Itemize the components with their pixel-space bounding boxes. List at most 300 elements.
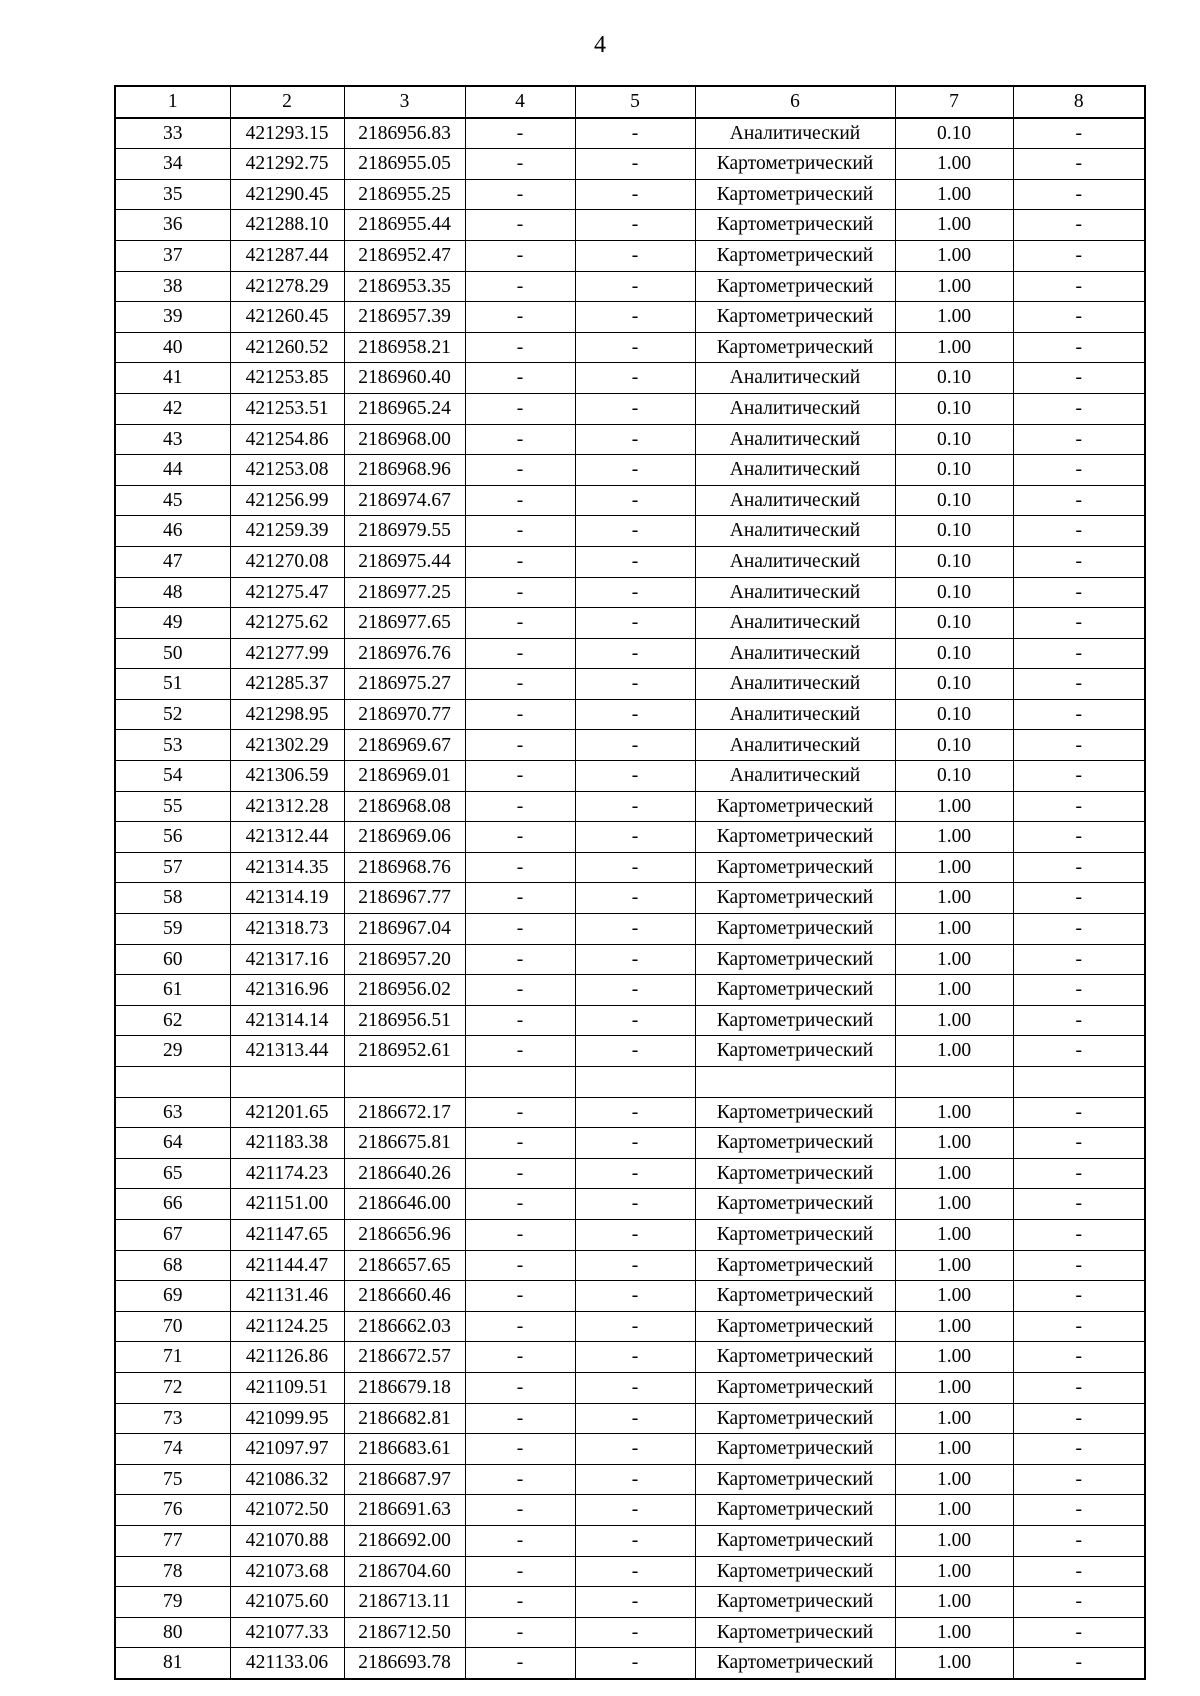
accuracy-cell: 1.00	[895, 210, 1013, 241]
table-row	[115, 393, 1145, 424]
table-row	[115, 485, 1145, 516]
point-number-cell: 63	[115, 1097, 230, 1128]
table-row	[115, 699, 1145, 730]
col8-cell: -	[1013, 1250, 1145, 1281]
accuracy-cell: 0.10	[895, 118, 1013, 149]
col5-cell: -	[575, 1158, 695, 1189]
col4-cell: -	[465, 516, 575, 547]
x-coordinate-cell: 421253.85	[230, 363, 344, 394]
col4-cell: -	[465, 393, 575, 424]
y-coordinate-cell: 2186704.60	[344, 1556, 465, 1587]
col8-cell: -	[1013, 210, 1145, 241]
method-cell: Картометрический	[695, 883, 895, 914]
x-coordinate-cell	[230, 1067, 344, 1098]
y-coordinate-cell: 2186713.11	[344, 1587, 465, 1618]
method-cell: Аналитический	[695, 577, 895, 608]
x-coordinate-cell: 421124.25	[230, 1311, 344, 1342]
point-number-cell: 46	[115, 516, 230, 547]
accuracy-cell: 1.00	[895, 1434, 1013, 1465]
accuracy-cell: 1.00	[895, 332, 1013, 363]
col8-cell: -	[1013, 1097, 1145, 1128]
point-number-cell: 39	[115, 302, 230, 333]
accuracy-cell: 0.10	[895, 761, 1013, 792]
col4-cell: -	[465, 1281, 575, 1312]
y-coordinate-cell: 2186687.97	[344, 1464, 465, 1495]
col4-cell: -	[465, 485, 575, 516]
accuracy-cell: 1.00	[895, 1403, 1013, 1434]
col5-cell: -	[575, 485, 695, 516]
table-row	[115, 1158, 1145, 1189]
point-number-cell: 76	[115, 1495, 230, 1526]
accuracy-cell: 0.10	[895, 516, 1013, 547]
x-coordinate-cell: 421077.33	[230, 1617, 344, 1648]
col4-cell: -	[465, 944, 575, 975]
col5-cell: -	[575, 118, 695, 149]
col8-cell	[1013, 1067, 1145, 1098]
col4-cell: -	[465, 271, 575, 302]
col4-cell: -	[465, 1617, 575, 1648]
table-row	[115, 363, 1145, 394]
x-coordinate-cell: 421314.35	[230, 852, 344, 883]
x-coordinate-cell: 421317.16	[230, 944, 344, 975]
method-cell: Картометрический	[695, 1128, 895, 1159]
method-cell: Картометрический	[695, 1311, 895, 1342]
col4-cell: -	[465, 1648, 575, 1679]
col4-cell: -	[465, 210, 575, 241]
x-coordinate-cell: 421312.28	[230, 791, 344, 822]
table-row	[115, 822, 1145, 853]
point-number-cell: 81	[115, 1648, 230, 1679]
point-number-cell: 50	[115, 638, 230, 669]
point-number-cell: 65	[115, 1158, 230, 1189]
y-coordinate-cell: 2186660.46	[344, 1281, 465, 1312]
point-number-cell	[115, 1067, 230, 1098]
x-coordinate-cell: 421302.29	[230, 730, 344, 761]
accuracy-cell: 1.00	[895, 883, 1013, 914]
col5-cell: -	[575, 1097, 695, 1128]
table-row	[115, 1617, 1145, 1648]
col5-cell: -	[575, 638, 695, 669]
col4-cell: -	[465, 914, 575, 945]
point-number-cell: 71	[115, 1342, 230, 1373]
point-number-cell: 44	[115, 455, 230, 486]
y-coordinate-cell: 2186675.81	[344, 1128, 465, 1159]
table-row	[115, 1005, 1145, 1036]
method-cell: Картометрический	[695, 1097, 895, 1128]
method-cell: Картометрический	[695, 240, 895, 271]
x-coordinate-cell: 421277.99	[230, 638, 344, 669]
y-coordinate-cell: 2186974.67	[344, 485, 465, 516]
x-coordinate-cell: 421070.88	[230, 1525, 344, 1556]
x-coordinate-cell: 421144.47	[230, 1250, 344, 1281]
col8-cell: -	[1013, 852, 1145, 883]
col8-cell: -	[1013, 424, 1145, 455]
col8-cell: -	[1013, 1495, 1145, 1526]
col4-cell: -	[465, 852, 575, 883]
table-row	[115, 271, 1145, 302]
accuracy-cell: 1.00	[895, 1281, 1013, 1312]
y-coordinate-cell: 2186955.05	[344, 149, 465, 180]
col5-cell: -	[575, 608, 695, 639]
col5-cell: -	[575, 363, 695, 394]
col4-cell: -	[465, 975, 575, 1006]
table-row	[115, 638, 1145, 669]
x-coordinate-cell: 421287.44	[230, 240, 344, 271]
col5-cell: -	[575, 1464, 695, 1495]
col4-cell: -	[465, 1525, 575, 1556]
col4-cell: -	[465, 455, 575, 486]
y-coordinate-cell	[344, 1067, 465, 1098]
accuracy-cell: 1.00	[895, 1617, 1013, 1648]
point-number-cell: 42	[115, 393, 230, 424]
col4-cell: -	[465, 761, 575, 792]
method-cell: Картометрический	[695, 914, 895, 945]
col4-cell: -	[465, 1219, 575, 1250]
method-cell: Аналитический	[695, 118, 895, 149]
accuracy-cell: 1.00	[895, 822, 1013, 853]
point-number-cell: 51	[115, 669, 230, 700]
col5-cell: -	[575, 1556, 695, 1587]
accuracy-cell: 1.00	[895, 1311, 1013, 1342]
col5-cell: -	[575, 1005, 695, 1036]
y-coordinate-cell: 2186958.21	[344, 332, 465, 363]
col8-cell: -	[1013, 1158, 1145, 1189]
x-coordinate-cell: 421126.86	[230, 1342, 344, 1373]
accuracy-cell: 1.00	[895, 1556, 1013, 1587]
x-coordinate-cell: 421147.65	[230, 1219, 344, 1250]
method-cell: Картометрический	[695, 791, 895, 822]
col8-cell: -	[1013, 1617, 1145, 1648]
col5-cell: -	[575, 1434, 695, 1465]
x-coordinate-cell: 421075.60	[230, 1587, 344, 1618]
table-row	[115, 1281, 1145, 1312]
method-cell: Картометрический	[695, 302, 895, 333]
point-number-cell: 60	[115, 944, 230, 975]
x-coordinate-cell: 421133.06	[230, 1648, 344, 1679]
col8-cell: -	[1013, 393, 1145, 424]
col4-cell: -	[465, 1434, 575, 1465]
point-number-cell: 38	[115, 271, 230, 302]
x-coordinate-cell: 421201.65	[230, 1097, 344, 1128]
point-number-cell: 68	[115, 1250, 230, 1281]
col4-cell: -	[465, 546, 575, 577]
y-coordinate-cell: 2186968.08	[344, 791, 465, 822]
y-coordinate-cell: 2186969.01	[344, 761, 465, 792]
y-coordinate-cell: 2186672.17	[344, 1097, 465, 1128]
table-row	[115, 761, 1145, 792]
accuracy-cell	[895, 1067, 1013, 1098]
method-cell: Аналитический	[695, 455, 895, 486]
table-row	[115, 1587, 1145, 1618]
col8-cell: -	[1013, 1342, 1145, 1373]
y-coordinate-cell: 2186672.57	[344, 1342, 465, 1373]
y-coordinate-cell: 2186975.44	[344, 546, 465, 577]
col8-cell: -	[1013, 240, 1145, 271]
table-row	[115, 210, 1145, 241]
point-number-cell: 74	[115, 1434, 230, 1465]
y-coordinate-cell: 2186969.67	[344, 730, 465, 761]
table-row	[115, 455, 1145, 486]
x-coordinate-cell: 421259.39	[230, 516, 344, 547]
x-coordinate-cell: 421174.23	[230, 1158, 344, 1189]
x-coordinate-cell: 421072.50	[230, 1495, 344, 1526]
point-number-cell: 72	[115, 1372, 230, 1403]
y-coordinate-cell: 2186969.06	[344, 822, 465, 853]
method-cell: Картометрический	[695, 975, 895, 1006]
col4-cell: -	[465, 822, 575, 853]
method-cell: Аналитический	[695, 516, 895, 547]
col8-cell: -	[1013, 944, 1145, 975]
y-coordinate-cell: 2186979.55	[344, 516, 465, 547]
method-cell: Картометрический	[695, 1250, 895, 1281]
col5-cell: -	[575, 210, 695, 241]
col8-cell: -	[1013, 608, 1145, 639]
col4-cell: -	[465, 302, 575, 333]
y-coordinate-cell: 2186692.00	[344, 1525, 465, 1556]
col5-cell: -	[575, 1495, 695, 1526]
y-coordinate-cell: 2186662.03	[344, 1311, 465, 1342]
col8-cell: -	[1013, 1556, 1145, 1587]
col5-cell: -	[575, 1587, 695, 1618]
col5-cell: -	[575, 1250, 695, 1281]
point-number-cell: 45	[115, 485, 230, 516]
table-row	[115, 1311, 1145, 1342]
column-header-2: 2	[230, 86, 344, 118]
accuracy-cell: 1.00	[895, 271, 1013, 302]
col8-cell: -	[1013, 1128, 1145, 1159]
col4-cell: -	[465, 179, 575, 210]
accuracy-cell: 1.00	[895, 1097, 1013, 1128]
method-cell: Картометрический	[695, 1587, 895, 1618]
col5-cell: -	[575, 1342, 695, 1373]
x-coordinate-cell: 421314.14	[230, 1005, 344, 1036]
col8-cell: -	[1013, 1036, 1145, 1067]
y-coordinate-cell: 2186952.47	[344, 240, 465, 271]
method-cell: Картометрический	[695, 1617, 895, 1648]
y-coordinate-cell: 2186977.25	[344, 577, 465, 608]
col4-cell: -	[465, 240, 575, 271]
col4-cell: -	[465, 332, 575, 363]
method-cell: Картометрический	[695, 1342, 895, 1373]
col8-cell: -	[1013, 455, 1145, 486]
table-row	[115, 1434, 1145, 1465]
col8-cell: -	[1013, 1403, 1145, 1434]
point-number-cell: 53	[115, 730, 230, 761]
col5-cell: -	[575, 1648, 695, 1679]
column-header-6: 6	[695, 86, 895, 118]
col8-cell: -	[1013, 1281, 1145, 1312]
table-row	[115, 240, 1145, 271]
y-coordinate-cell: 2186976.76	[344, 638, 465, 669]
accuracy-cell: 1.00	[895, 1648, 1013, 1679]
table-row	[115, 424, 1145, 455]
x-coordinate-cell: 421183.38	[230, 1128, 344, 1159]
x-coordinate-cell: 421270.08	[230, 546, 344, 577]
y-coordinate-cell: 2186646.00	[344, 1189, 465, 1220]
point-number-cell: 80	[115, 1617, 230, 1648]
point-number-cell: 70	[115, 1311, 230, 1342]
col5-cell: -	[575, 944, 695, 975]
col8-cell: -	[1013, 1434, 1145, 1465]
x-coordinate-cell: 421313.44	[230, 1036, 344, 1067]
table-row	[115, 1036, 1145, 1067]
col5-cell: -	[575, 914, 695, 945]
col8-cell: -	[1013, 914, 1145, 945]
method-cell: Картометрический	[695, 179, 895, 210]
table-row	[115, 1648, 1145, 1679]
col8-cell: -	[1013, 975, 1145, 1006]
table-row	[115, 577, 1145, 608]
point-number-cell: 64	[115, 1128, 230, 1159]
accuracy-cell: 1.00	[895, 1495, 1013, 1526]
x-coordinate-cell: 421275.47	[230, 577, 344, 608]
method-cell: Картометрический	[695, 852, 895, 883]
point-number-cell: 59	[115, 914, 230, 945]
col8-cell: -	[1013, 791, 1145, 822]
accuracy-cell: 1.00	[895, 149, 1013, 180]
table-row	[115, 1342, 1145, 1373]
y-coordinate-cell: 2186955.25	[344, 179, 465, 210]
table-row	[115, 1403, 1145, 1434]
col8-cell: -	[1013, 332, 1145, 363]
accuracy-cell: 1.00	[895, 944, 1013, 975]
col4-cell: -	[465, 118, 575, 149]
accuracy-cell: 0.10	[895, 699, 1013, 730]
accuracy-cell: 1.00	[895, 1464, 1013, 1495]
x-coordinate-cell: 421293.15	[230, 118, 344, 149]
col5-cell: -	[575, 791, 695, 822]
point-number-cell: 61	[115, 975, 230, 1006]
point-number-cell: 33	[115, 118, 230, 149]
point-number-cell: 43	[115, 424, 230, 455]
col8-cell: -	[1013, 822, 1145, 853]
accuracy-cell: 1.00	[895, 240, 1013, 271]
col5-cell: -	[575, 1128, 695, 1159]
y-coordinate-cell: 2186683.61	[344, 1434, 465, 1465]
col5-cell: -	[575, 516, 695, 547]
accuracy-cell: 1.00	[895, 1158, 1013, 1189]
col5-cell: -	[575, 1311, 695, 1342]
col5-cell: -	[575, 332, 695, 363]
col4-cell: -	[465, 1372, 575, 1403]
col8-cell: -	[1013, 577, 1145, 608]
y-coordinate-cell: 2186970.77	[344, 699, 465, 730]
y-coordinate-cell: 2186960.40	[344, 363, 465, 394]
method-cell: Картометрический	[695, 944, 895, 975]
method-cell: Картометрический	[695, 1158, 895, 1189]
accuracy-cell: 1.00	[895, 179, 1013, 210]
col4-cell	[465, 1067, 575, 1098]
method-cell: Аналитический	[695, 393, 895, 424]
method-cell: Аналитический	[695, 424, 895, 455]
table-row	[115, 883, 1145, 914]
method-cell: Картометрический	[695, 1525, 895, 1556]
point-number-cell: 69	[115, 1281, 230, 1312]
method-cell: Аналитический	[695, 638, 895, 669]
col4-cell: -	[465, 1311, 575, 1342]
col5-cell: -	[575, 1036, 695, 1067]
accuracy-cell: 1.00	[895, 791, 1013, 822]
accuracy-cell: 1.00	[895, 1128, 1013, 1159]
col4-cell: -	[465, 1097, 575, 1128]
col5-cell: -	[575, 455, 695, 486]
col4-cell: -	[465, 1342, 575, 1373]
y-coordinate-cell: 2186955.44	[344, 210, 465, 241]
y-coordinate-cell: 2186968.00	[344, 424, 465, 455]
point-number-cell: 67	[115, 1219, 230, 1250]
table-row	[115, 516, 1145, 547]
column-header-5: 5	[575, 86, 695, 118]
y-coordinate-cell: 2186968.96	[344, 455, 465, 486]
x-coordinate-cell: 421275.62	[230, 608, 344, 639]
method-cell: Картометрический	[695, 822, 895, 853]
point-number-cell: 78	[115, 1556, 230, 1587]
table-row	[115, 1189, 1145, 1220]
point-number-cell: 66	[115, 1189, 230, 1220]
table-row	[115, 302, 1145, 333]
point-number-cell: 37	[115, 240, 230, 271]
col4-cell: -	[465, 1036, 575, 1067]
x-coordinate-cell: 421316.96	[230, 975, 344, 1006]
x-coordinate-cell: 421253.51	[230, 393, 344, 424]
accuracy-cell: 0.10	[895, 608, 1013, 639]
col8-cell: -	[1013, 302, 1145, 333]
table-body	[115, 118, 1145, 1679]
y-coordinate-cell: 2186682.81	[344, 1403, 465, 1434]
col8-cell: -	[1013, 363, 1145, 394]
col5-cell: -	[575, 240, 695, 271]
y-coordinate-cell: 2186953.35	[344, 271, 465, 302]
point-number-cell: 57	[115, 852, 230, 883]
col5-cell: -	[575, 271, 695, 302]
method-cell: Картометрический	[695, 1281, 895, 1312]
column-header-8: 8	[1013, 86, 1145, 118]
y-coordinate-cell: 2186957.20	[344, 944, 465, 975]
method-cell: Аналитический	[695, 485, 895, 516]
col4-cell: -	[465, 699, 575, 730]
point-number-cell: 52	[115, 699, 230, 730]
table-row	[115, 608, 1145, 639]
accuracy-cell: 1.00	[895, 1250, 1013, 1281]
x-coordinate-cell: 421290.45	[230, 179, 344, 210]
col4-cell: -	[465, 1005, 575, 1036]
col8-cell: -	[1013, 149, 1145, 180]
table-row	[115, 118, 1145, 149]
method-cell: Картометрический	[695, 210, 895, 241]
col8-cell: -	[1013, 271, 1145, 302]
x-coordinate-cell: 421253.08	[230, 455, 344, 486]
col8-cell: -	[1013, 1464, 1145, 1495]
x-coordinate-cell: 421318.73	[230, 914, 344, 945]
table-row	[115, 975, 1145, 1006]
method-cell: Картометрический	[695, 332, 895, 363]
col4-cell: -	[465, 883, 575, 914]
y-coordinate-cell: 2186956.51	[344, 1005, 465, 1036]
accuracy-cell: 1.00	[895, 914, 1013, 945]
method-cell: Картометрический	[695, 149, 895, 180]
col5-cell: -	[575, 149, 695, 180]
col5-cell: -	[575, 761, 695, 792]
method-cell: Аналитический	[695, 699, 895, 730]
col8-cell: -	[1013, 179, 1145, 210]
col4-cell: -	[465, 638, 575, 669]
col8-cell: -	[1013, 1189, 1145, 1220]
accuracy-cell: 1.00	[895, 1189, 1013, 1220]
accuracy-cell: 0.10	[895, 393, 1013, 424]
col4-cell: -	[465, 608, 575, 639]
col4-cell: -	[465, 730, 575, 761]
table-row	[115, 1464, 1145, 1495]
